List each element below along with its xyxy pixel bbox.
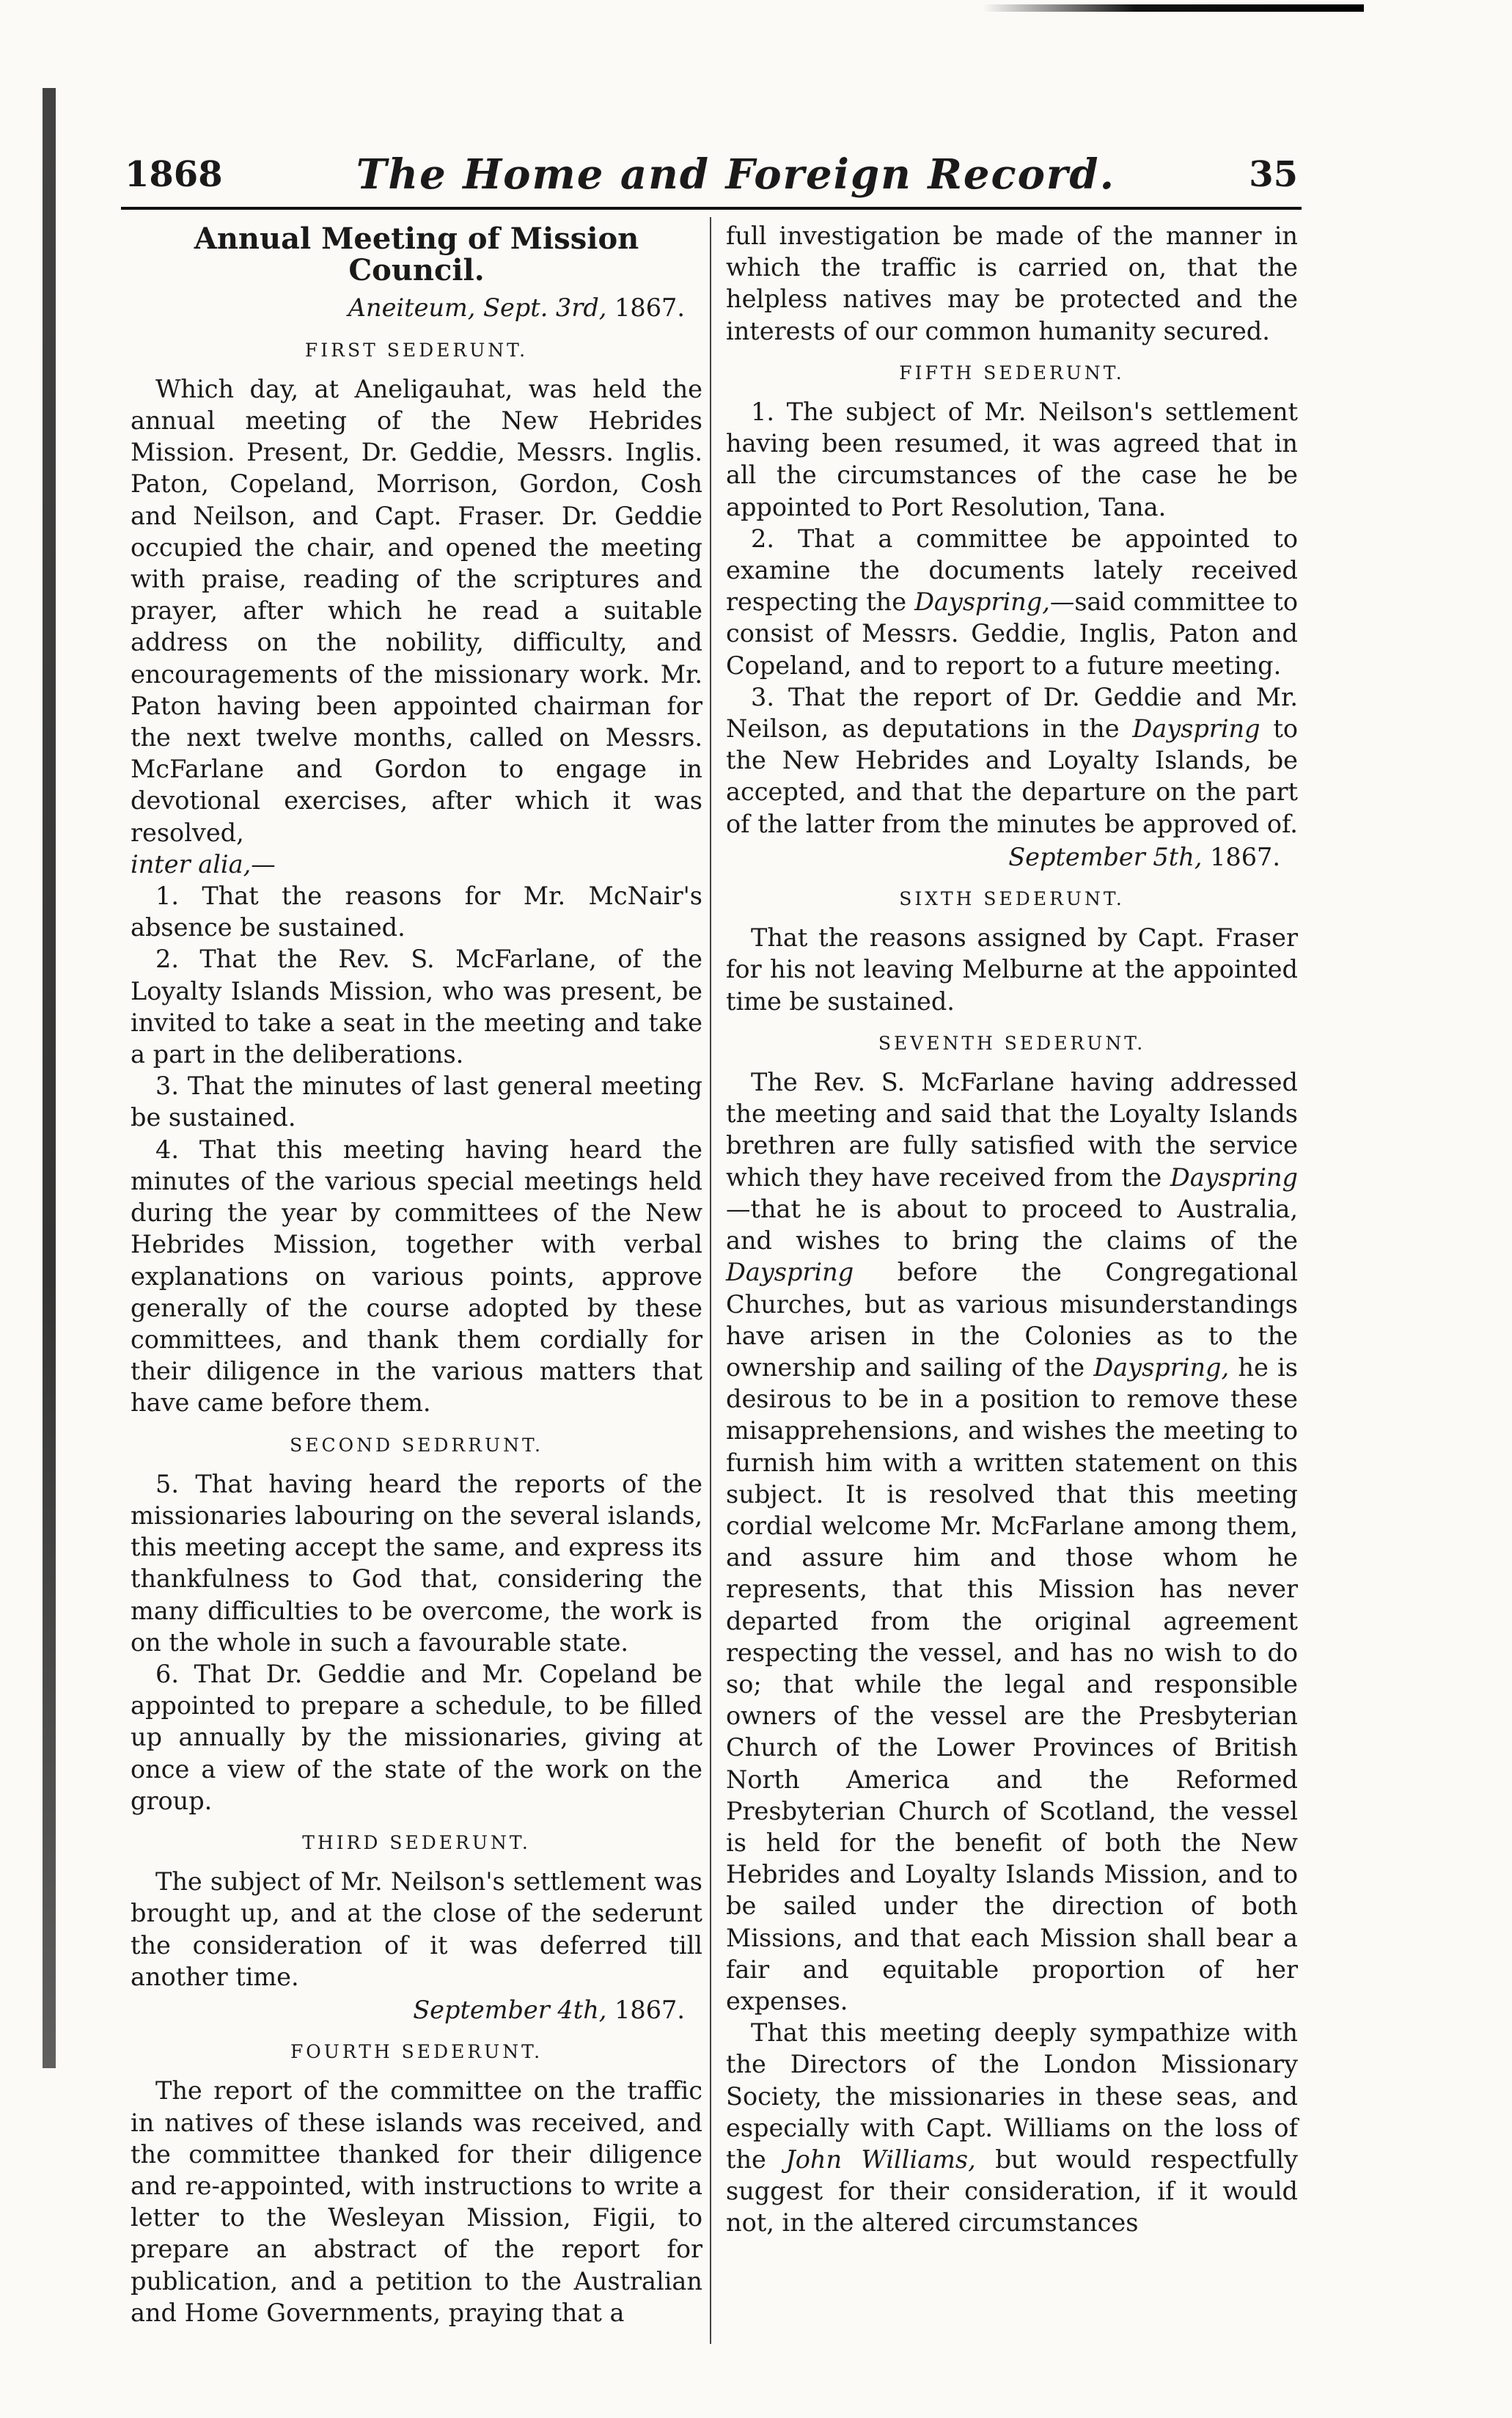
paragraph-sixth-sederunt: That the reasons assigned by Capt. Fraser for his not leaving Melburne at the appointed time be sustained. (726, 923, 1298, 1016)
item-text: 2. That a committee be appointed to examine the documents lately received respecting the (726, 524, 1298, 617)
dateline-date: September 4th, (413, 1995, 607, 2024)
paragraph-continuation: full investigation be made of the manner in which the traffic is carried on, that the helpless natives may be protected and the interests of our common humanity secured. (726, 221, 1298, 345)
resolution-item-5: 5. That having heard the reports of the missionaries labouring on the several islands, this meeting accept the same, and express its thankfulness to God that, considering the many difficulties to be overcome, the work is on the whole in such a favourable state. (131, 1469, 702, 1657)
paragraph-sympathy (726, 2017, 1298, 2238)
paragraph-text: but would respectfully suggest for their consideration, if it would not, in the altered circumstances (726, 2144, 1299, 2238)
heading-fifth-sederunt: FIFTH SEDERUNT. (899, 362, 1125, 384)
paragraph-text: he is desirous to be in a position to remove these misapprehensions, and wishes the meeting to furnish him with a written statement on this subject. It is resolved that this meeting cordial welcome Mr. McFarlane among them, and assure him and those whom he represents, that this Mission has never departed from the original agreement respecting the vessel, and has no wish to do so; that while the legal and responsible owners of the vessel are the Presbyterian Church of the Lower Provinces of British North America and the Reformed Presbyterian Church of Scotland, the vessel is held for the benefit of both the New Hebrides and Loyalty Islands Mission, and to be sailed under the direction of both Missions, and that each Mission shall bear a fair and equitable proportion of her expenses. (726, 1352, 1298, 2015)
ship-name: Dayspring (1132, 714, 1260, 744)
resolution-item-6: 6. That Dr. Geddie and Mr. Copeland be appointed to prepare a schedule, to be filled up annually by the missionaries, giving at once a view of the state of the work on the group. (131, 1659, 702, 1815)
dateline-year: 1867. (614, 293, 685, 323)
paragraph-seventh-sederunt (726, 1066, 1298, 2017)
item-text: 3. That the report of Dr. Geddie and Mr. Neilson, as deputations in the (726, 682, 1298, 744)
paragraph-text: The Rev. S. McFarlane having addressed the meeting and said that the Loyalty Islands brethren are fully satisfied with the service which they have received from the (726, 1068, 1298, 1192)
resolution-item-4: 4. That this meeting having heard the minutes of the various special meetings held during the year by committees of the New Hebrides Mission, together with verbal explanations on various points, approve generally of the course adopted by these committees, and thank them cordially for their diligence in the various matters that have came before them. (131, 1135, 702, 1418)
header-title: The Home and Foreign Record. (356, 150, 1116, 199)
item-text: to the New Hebrides and Loyalty Islands, be accepted, and that the departure on the part of the latter from the minutes be approved of. (726, 714, 1299, 838)
ship-name: Dayspring (726, 1258, 854, 1287)
paragraph-text: —that he is about to proceed to Australia, and wishes to bring the claims of the (726, 1194, 1298, 1256)
paragraph-text: That this meeting deeply sympathize with the Directors of the London Missionary Society, the missionaries in these seas, and especially with Capt. Williams on the loss of the (726, 2018, 1298, 2174)
running-header (125, 145, 1298, 204)
heading-second-sederunt: SECOND SEDRRUNT. (290, 1434, 543, 1456)
dateline-third (726, 841, 1298, 873)
header-rule (121, 207, 1302, 210)
ship-name: Dayspring, (1093, 1352, 1230, 1382)
resolution-item-2: 2. That the Rev. S. McFarlane, of the Loyalty Islands Mission, who was present, be invited to take a seat in the meeting and take a part in the deliberations. (131, 945, 702, 1069)
paragraph-text: before the Congregational Churches, but as various misunderstandings have arisen in the Colonies as to the ownership and sailing of the (726, 1258, 1298, 1382)
heading-fourth-sederunt: FOURTH SEDERUNT. (290, 2041, 543, 2063)
resolution-item-3: 3. That the minutes of last general meeting be sustained. (131, 1071, 702, 1132)
resolution-item-1: 1. That the reasons for Mr. McNair's absence be sustained. (131, 882, 702, 942)
dateline-second (131, 1994, 702, 2026)
item-text: —said committee to consist of Messrs. Geddie, Inglis, Paton and Copeland, and to report to a future meeting. (726, 587, 1298, 680)
paragraph-first-sederunt (131, 373, 702, 880)
heading-first-sederunt: FIRST SEDERUNT. (304, 339, 529, 361)
header-page-number: 35 (1249, 154, 1298, 195)
inter-alia-text: inter alia, (131, 849, 252, 879)
fifth-item-3 (726, 681, 1298, 840)
dateline-date: September 5th, (1008, 842, 1203, 871)
paragraph-third-sederunt: The subject of Mr. Neilson's settlement was brought up, and at the close of the sederunt the consideration of it was deferred till another time. (131, 1867, 702, 1991)
ship-name: Dayspring, (914, 587, 1050, 617)
dateline-year: 1867. (1210, 842, 1280, 871)
paragraph-text: Which day, at Aneligauhat, was held the annual meeting of the New Hebrides Mission. Present, Dr. Geddie, Messrs. Inglis. Paton, Copeland, Morrison, Gordon, Cosh and Neilson, and Capt. Fraser. Dr. Geddie occupied the chair, and opened the meeting with praise, reading of the scriptures and prayer, after which he read a suitable address on the nobility, difficulty, and encouragements of the missionary work. Mr. Paton having been appointed chairman for the next twelve months, called on Messrs. McFarlane and Gordon to engage in devotional exercises, after which it was resolved, (131, 374, 702, 847)
ship-name: Dayspring (1170, 1162, 1298, 1192)
ship-name: John Williams, (785, 2144, 976, 2174)
dateline-year: 1867. (614, 1995, 685, 2024)
inter-alia-dash: — (251, 849, 276, 879)
article-title: Annual Meeting of Mission Council. (194, 221, 639, 288)
heading-seventh-sederunt: SEVENTH SEDERUNT. (878, 1032, 1146, 1054)
dateline-place: Aneiteum, Sept. 3rd, (348, 293, 607, 323)
column-divider (710, 217, 711, 2344)
paragraph-fourth-sederunt: The report of the committee on the traffic in natives of these islands was received, and the committee thanked for their diligence and re-appointed, with instructions to write a letter to the Wesleyan Mission, Figii, to prepare an abstract of the report for publication, and a petition to the Australian and Home Governments, praying that a (131, 2076, 702, 2327)
heading-third-sederunt: THIRD SEDERUNT. (302, 1831, 531, 1853)
page-binding-edge (43, 88, 56, 2068)
fifth-item-1: 1. The subject of Mr. Neilson's settlement having been resumed, it was agreed that in all the circumstances of the case he be appointed to Port Resolution, Tana. (726, 397, 1298, 521)
dateline-first (131, 292, 702, 323)
heading-sixth-sederunt: SIXTH SEDERUNT. (899, 888, 1125, 910)
header-year: 1868 (125, 154, 223, 195)
fifth-item-2 (726, 523, 1298, 681)
left-column (131, 220, 702, 2329)
right-column (726, 220, 1298, 2239)
top-rule-decoration (983, 4, 1364, 12)
